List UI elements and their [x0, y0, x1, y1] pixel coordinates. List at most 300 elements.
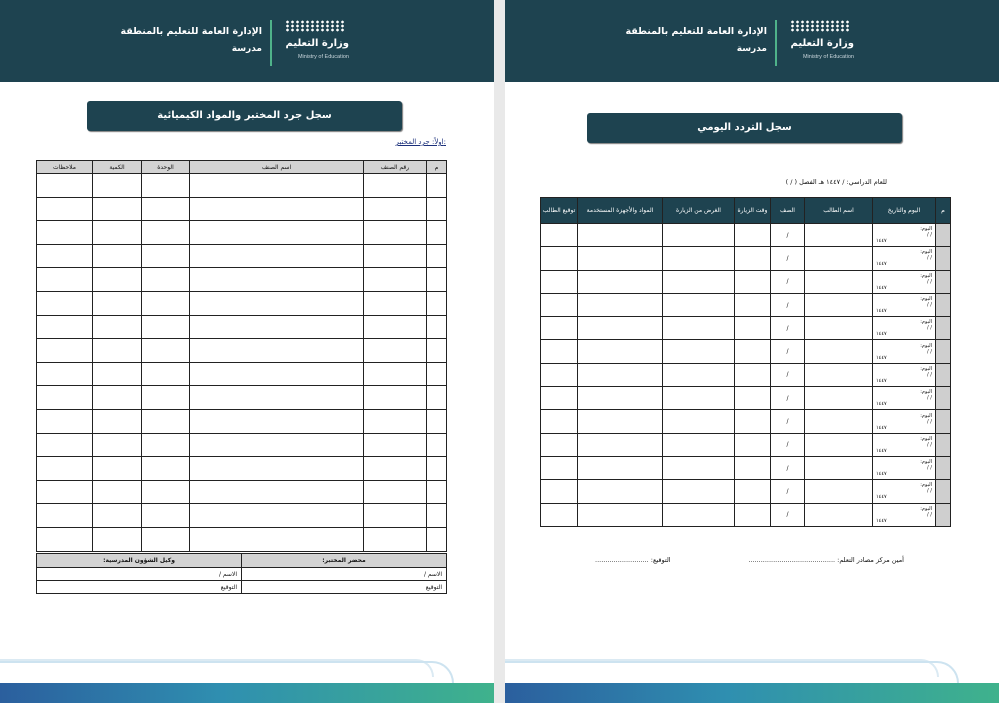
attendance-cell[interactable] [663, 503, 735, 526]
inventory-cell[interactable] [190, 409, 364, 433]
table-row [541, 340, 951, 363]
header-text [597, 26, 767, 54]
attendance-cell[interactable] [578, 270, 663, 293]
year-mark: ١٤٤٧ [876, 261, 887, 268]
attendance-cell[interactable] [735, 387, 771, 410]
col-visit-time: وقت الزيارة [735, 198, 771, 224]
attendance-cell[interactable] [541, 503, 578, 526]
day-label: اليوم: [920, 342, 932, 349]
inventory-cell[interactable] [142, 221, 190, 245]
col-unit: الوحدة [142, 161, 190, 174]
inventory-cell[interactable] [93, 457, 142, 481]
date-slash: / / [927, 325, 932, 332]
table-row [541, 410, 951, 433]
inventory-cell[interactable] [427, 174, 447, 198]
class-slash: / [786, 231, 789, 239]
inventory-cell[interactable] [190, 174, 364, 198]
inventory-cell[interactable] [142, 504, 190, 528]
table-row [37, 386, 447, 410]
attendance-cell[interactable] [735, 410, 771, 433]
attendance-cell[interactable] [735, 247, 771, 270]
inventory-cell[interactable] [364, 362, 427, 386]
class-cell[interactable] [771, 340, 805, 363]
inventory-cell[interactable] [427, 315, 447, 339]
inventory-cell[interactable] [93, 409, 142, 433]
attendance-cell[interactable] [735, 317, 771, 340]
inventory-cell[interactable] [427, 291, 447, 315]
inventory-cell[interactable] [37, 504, 93, 528]
header-line-1: الإدارة العامة للتعليم بالمنطقة [120, 26, 262, 37]
date-slash: / / [927, 395, 932, 402]
day-label: اليوم: [920, 459, 932, 466]
col-student-name: اسم الطالب [805, 198, 873, 224]
attendance-cell[interactable] [578, 317, 663, 340]
inventory-cell[interactable] [93, 291, 142, 315]
day-date-cell[interactable] [873, 480, 936, 503]
inventory-cell[interactable] [37, 433, 93, 457]
inventory-cell[interactable] [142, 339, 190, 363]
inventory-cell[interactable] [364, 480, 427, 504]
inventory-cell[interactable] [93, 244, 142, 268]
attendance-cell[interactable] [541, 480, 578, 503]
inventory-cell[interactable] [427, 409, 447, 433]
inventory-cell[interactable] [190, 386, 364, 410]
attendance-cell[interactable] [805, 340, 873, 363]
table-row [37, 362, 447, 386]
class-slash: / [786, 348, 789, 356]
class-cell[interactable] [771, 480, 805, 503]
row-index-cell [936, 293, 951, 316]
col-class: الصف [771, 198, 805, 224]
attendance-cell[interactable] [663, 480, 735, 503]
attendance-cell[interactable] [578, 224, 663, 247]
year-mark: ١٤٤٧ [876, 284, 887, 291]
attendance-cell[interactable] [663, 363, 735, 386]
tech-name-field[interactable]: الاسم / [242, 568, 447, 581]
header-line-1: الإدارة العامة للتعليم بالمنطقة [625, 26, 767, 37]
header-line-2: مدرسة [231, 44, 262, 54]
page-header [505, 0, 999, 82]
inventory-cell[interactable] [93, 221, 142, 245]
attendance-cell[interactable] [578, 456, 663, 479]
attendance-cell[interactable] [578, 480, 663, 503]
footer-bar [0, 683, 494, 703]
page-header [0, 0, 494, 82]
year-mark: ١٤٤٧ [876, 471, 887, 478]
attendance-cell[interactable] [663, 317, 735, 340]
table-row [541, 293, 951, 316]
row-index-cell [936, 480, 951, 503]
attendance-cell[interactable] [805, 410, 873, 433]
attendance-cell[interactable] [663, 456, 735, 479]
inventory-cell[interactable] [427, 339, 447, 363]
day-label: اليوم: [920, 319, 932, 326]
row-index-cell [936, 340, 951, 363]
day-date-cell[interactable] [873, 363, 936, 386]
inventory-cell[interactable] [190, 291, 364, 315]
inventory-cell[interactable] [427, 197, 447, 221]
table-row [37, 409, 447, 433]
attendance-cell[interactable] [805, 317, 873, 340]
day-date-cell[interactable] [873, 387, 936, 410]
attendance-cell[interactable] [541, 270, 578, 293]
table-row [541, 456, 951, 479]
table-row [37, 504, 447, 528]
table-row [541, 433, 951, 456]
header-text [92, 26, 262, 54]
class-slash: / [786, 418, 789, 426]
attendance-cell[interactable] [663, 410, 735, 433]
attendance-cell[interactable] [663, 340, 735, 363]
day-date-cell[interactable] [873, 433, 936, 456]
day-date-cell[interactable] [873, 247, 936, 270]
inventory-cell[interactable] [93, 433, 142, 457]
inventory-cell[interactable] [364, 197, 427, 221]
inventory-cell[interactable] [37, 409, 93, 433]
school-affairs-head: وكيل الشؤون المدرسية: [37, 554, 242, 568]
inventory-cell[interactable] [364, 339, 427, 363]
lab-technician-head: محضر المختبر: [242, 554, 447, 568]
attendance-cell[interactable] [578, 247, 663, 270]
footer-wave-line [0, 661, 454, 683]
affairs-sign-field[interactable]: التوقيع [37, 581, 242, 594]
ministry-name-en: Ministry of Education [297, 54, 349, 60]
table-row [541, 387, 951, 410]
attendance-cell[interactable] [578, 340, 663, 363]
col-visit-purpose: الغرض من الزيارة [663, 198, 735, 224]
attendance-cell[interactable] [663, 387, 735, 410]
inventory-cell[interactable] [190, 480, 364, 504]
inventory-cell[interactable] [364, 291, 427, 315]
attendance-cell[interactable] [735, 456, 771, 479]
inventory-cell[interactable] [93, 174, 142, 198]
inventory-cell[interactable] [364, 504, 427, 528]
year-mark: ١٤٤٧ [876, 494, 887, 501]
row-index-cell [936, 317, 951, 340]
day-label: اليوم: [920, 249, 932, 256]
inventory-cell[interactable] [93, 504, 142, 528]
inventory-cell[interactable] [37, 268, 93, 292]
inventory-cell[interactable] [190, 268, 364, 292]
footer-bar [505, 683, 999, 703]
inventory-cell[interactable] [37, 197, 93, 221]
attendance-cell[interactable] [541, 224, 578, 247]
inventory-cell[interactable] [37, 527, 93, 551]
day-label: اليوم: [920, 412, 932, 419]
inventory-cell[interactable] [37, 339, 93, 363]
inventory-cell[interactable] [427, 527, 447, 551]
inventory-cell[interactable] [37, 362, 93, 386]
table-row [37, 457, 447, 481]
day-date-cell[interactable] [873, 456, 936, 479]
inventory-cell[interactable] [142, 457, 190, 481]
attendance-cell[interactable] [735, 270, 771, 293]
inventory-cell[interactable] [427, 386, 447, 410]
table-row [37, 221, 447, 245]
academic-year-line: للعام الدراسي: / ١٤٤٧ هـ الفصل ( / ) [785, 178, 887, 186]
attendance-cell[interactable] [541, 410, 578, 433]
row-index-cell [936, 247, 951, 270]
inventory-cell[interactable] [37, 480, 93, 504]
inventory-cell[interactable] [190, 244, 364, 268]
inventory-cell[interactable] [190, 362, 364, 386]
attendance-table [540, 197, 951, 527]
page-title: سجل جرد المختبر والمواد الكيميائية [87, 101, 402, 131]
inventory-cell[interactable] [37, 221, 93, 245]
keeper-signature: التوقيع: .......................... [595, 556, 671, 564]
attendance-cell[interactable] [663, 247, 735, 270]
header-divider [775, 20, 777, 66]
inventory-cell[interactable] [93, 197, 142, 221]
inventory-cell[interactable] [93, 386, 142, 410]
inventory-cell[interactable] [93, 362, 142, 386]
inventory-cell[interactable] [364, 174, 427, 198]
attendance-page [505, 0, 999, 703]
year-mark: ١٤٤٧ [876, 424, 887, 431]
attendance-cell[interactable] [735, 363, 771, 386]
tech-sign-field[interactable]: التوقيع [242, 581, 447, 594]
date-slash: / / [927, 465, 932, 472]
attendance-cell[interactable] [805, 363, 873, 386]
attendance-cell[interactable] [541, 340, 578, 363]
inventory-cell[interactable] [37, 174, 93, 198]
attendance-cell[interactable] [541, 433, 578, 456]
attendance-cell[interactable] [735, 293, 771, 316]
col-quantity: الكمية [93, 161, 142, 174]
inventory-cell[interactable] [427, 480, 447, 504]
attendance-cell[interactable] [663, 433, 735, 456]
inventory-cell[interactable] [37, 315, 93, 339]
inventory-cell[interactable] [93, 268, 142, 292]
inventory-cell[interactable] [142, 480, 190, 504]
day-date-cell[interactable] [873, 270, 936, 293]
col-index: م [427, 161, 447, 174]
inventory-cell[interactable] [190, 527, 364, 551]
class-cell[interactable] [771, 433, 805, 456]
inventory-cell[interactable] [427, 457, 447, 481]
inventory-cell[interactable] [364, 315, 427, 339]
date-slash: / / [927, 232, 932, 239]
class-cell[interactable] [771, 456, 805, 479]
inventory-cell[interactable] [427, 362, 447, 386]
class-cell[interactable] [771, 503, 805, 526]
inventory-cell[interactable] [364, 386, 427, 410]
inventory-cell[interactable] [37, 291, 93, 315]
day-date-cell[interactable] [873, 224, 936, 247]
header-line-2: مدرسة [736, 44, 767, 54]
inventory-cell[interactable] [142, 197, 190, 221]
attendance-cell[interactable] [735, 340, 771, 363]
attendance-cell[interactable] [541, 363, 578, 386]
col-student-sign: توقيع الطالب [541, 198, 578, 224]
inventory-cell[interactable] [142, 527, 190, 551]
year-mark: ١٤٤٧ [876, 447, 887, 454]
inventory-cell[interactable] [190, 433, 364, 457]
class-cell[interactable] [771, 317, 805, 340]
class-slash: / [786, 301, 789, 309]
class-cell[interactable] [771, 270, 805, 293]
col-item-name: اسم الصنف [190, 161, 364, 174]
attendance-cell[interactable] [578, 410, 663, 433]
day-date-cell[interactable] [873, 317, 936, 340]
date-slash: / / [927, 441, 932, 448]
inventory-cell[interactable] [93, 480, 142, 504]
ministry-logo [283, 18, 349, 68]
inventory-cell[interactable] [142, 244, 190, 268]
day-label: اليوم: [920, 296, 932, 303]
attendance-cell[interactable] [663, 270, 735, 293]
table-row [37, 244, 447, 268]
inventory-cell[interactable] [142, 291, 190, 315]
attendance-cell[interactable] [541, 317, 578, 340]
year-mark: ١٤٤٧ [876, 377, 887, 384]
inventory-cell[interactable] [142, 315, 190, 339]
class-cell[interactable] [771, 363, 805, 386]
date-slash: / / [927, 511, 932, 518]
class-cell[interactable] [771, 247, 805, 270]
year-mark: ١٤٤٧ [876, 331, 887, 338]
attendance-cell[interactable] [663, 224, 735, 247]
day-date-cell[interactable] [873, 340, 936, 363]
logo-dots-icon [790, 20, 850, 32]
col-notes: ملاحظات [37, 161, 93, 174]
attendance-cell[interactable] [735, 480, 771, 503]
table-row [37, 197, 447, 221]
inventory-cell[interactable] [142, 268, 190, 292]
inventory-cell[interactable] [427, 244, 447, 268]
attendance-cell[interactable] [805, 247, 873, 270]
class-slash: / [786, 487, 789, 495]
inventory-cell[interactable] [93, 315, 142, 339]
class-cell[interactable] [771, 387, 805, 410]
section-label: اولاً: جرد المختبر: [395, 138, 446, 146]
attendance-cell[interactable] [578, 293, 663, 316]
attendance-cell[interactable] [663, 293, 735, 316]
day-date-cell[interactable] [873, 410, 936, 433]
attendance-cell[interactable] [805, 503, 873, 526]
table-row [37, 315, 447, 339]
row-index-cell [936, 503, 951, 526]
day-label: اليوم: [920, 389, 932, 396]
inventory-table [36, 160, 447, 552]
inventory-cell[interactable] [427, 221, 447, 245]
inventory-cell[interactable] [427, 268, 447, 292]
page-title: سجل التردد اليومي [587, 113, 902, 143]
class-slash: / [786, 371, 789, 379]
class-slash: / [786, 441, 789, 449]
attendance-cell[interactable] [541, 456, 578, 479]
inventory-cell[interactable] [142, 433, 190, 457]
ministry-name-ar: وزارة التعليم [790, 38, 854, 49]
resource-center-keeper: أمين مركز مصادر التعلم: .......................................... [748, 556, 904, 564]
inventory-cell[interactable] [190, 315, 364, 339]
inventory-cell[interactable] [190, 221, 364, 245]
inventory-cell[interactable] [37, 457, 93, 481]
attendance-cell[interactable] [735, 503, 771, 526]
year-mark: ١٤٤٧ [876, 308, 887, 315]
inventory-cell[interactable] [37, 244, 93, 268]
attendance-cell[interactable] [805, 480, 873, 503]
attendance-cell[interactable] [578, 433, 663, 456]
class-cell[interactable] [771, 224, 805, 247]
table-row [541, 480, 951, 503]
inventory-cell[interactable] [427, 433, 447, 457]
attendance-cell[interactable] [578, 503, 663, 526]
inventory-cell[interactable] [37, 386, 93, 410]
day-date-cell[interactable] [873, 503, 936, 526]
lab-inventory-page [0, 0, 494, 703]
inventory-cell[interactable] [190, 339, 364, 363]
date-slash: / / [927, 302, 932, 309]
attendance-cell[interactable] [805, 270, 873, 293]
day-date-cell[interactable] [873, 293, 936, 316]
table-row [541, 247, 951, 270]
class-slash: / [786, 254, 789, 262]
col-materials: المواد والأجهزة المستخدمة [578, 198, 663, 224]
row-index-cell [936, 363, 951, 386]
inventory-cell[interactable] [190, 457, 364, 481]
inventory-cell[interactable] [364, 433, 427, 457]
inventory-cell[interactable] [93, 527, 142, 551]
attendance-cell[interactable] [541, 247, 578, 270]
class-cell[interactable] [771, 293, 805, 316]
col-item-number: رقم الصنف [364, 161, 427, 174]
attendance-cell[interactable] [805, 224, 873, 247]
table-row [37, 527, 447, 551]
inventory-cell[interactable] [364, 457, 427, 481]
inventory-cell[interactable] [364, 221, 427, 245]
date-slash: / / [927, 488, 932, 495]
inventory-cell[interactable] [364, 409, 427, 433]
table-row [37, 339, 447, 363]
inventory-cell[interactable] [364, 527, 427, 551]
inventory-cell[interactable] [364, 268, 427, 292]
inventory-cell[interactable] [142, 362, 190, 386]
row-index-cell [936, 387, 951, 410]
signature-table [36, 553, 447, 594]
attendance-cell[interactable] [805, 433, 873, 456]
year-mark: ١٤٤٧ [876, 401, 887, 408]
attendance-cell[interactable] [578, 387, 663, 410]
day-label: اليوم: [920, 435, 932, 442]
class-slash: / [786, 464, 789, 472]
row-index-cell [936, 456, 951, 479]
inventory-cell[interactable] [93, 339, 142, 363]
attendance-cell[interactable] [541, 387, 578, 410]
inventory-cell[interactable] [190, 504, 364, 528]
class-cell[interactable] [771, 410, 805, 433]
attendance-cell[interactable] [735, 224, 771, 247]
table-row [541, 270, 951, 293]
row-index-cell [936, 410, 951, 433]
date-slash: / / [927, 371, 932, 378]
inventory-cell[interactable] [142, 409, 190, 433]
inventory-cell[interactable] [142, 174, 190, 198]
attendance-cell[interactable] [735, 433, 771, 456]
affairs-name-field[interactable]: الاسم / [37, 568, 242, 581]
attendance-cell[interactable] [805, 293, 873, 316]
table-row [37, 433, 447, 457]
attendance-cell[interactable] [805, 387, 873, 410]
inventory-cell[interactable] [364, 244, 427, 268]
attendance-cell[interactable] [805, 456, 873, 479]
inventory-cell[interactable] [427, 504, 447, 528]
attendance-cell[interactable] [578, 363, 663, 386]
class-slash: / [786, 278, 789, 286]
inventory-cell[interactable] [142, 386, 190, 410]
attendance-cell[interactable] [541, 293, 578, 316]
inventory-cell[interactable] [190, 197, 364, 221]
